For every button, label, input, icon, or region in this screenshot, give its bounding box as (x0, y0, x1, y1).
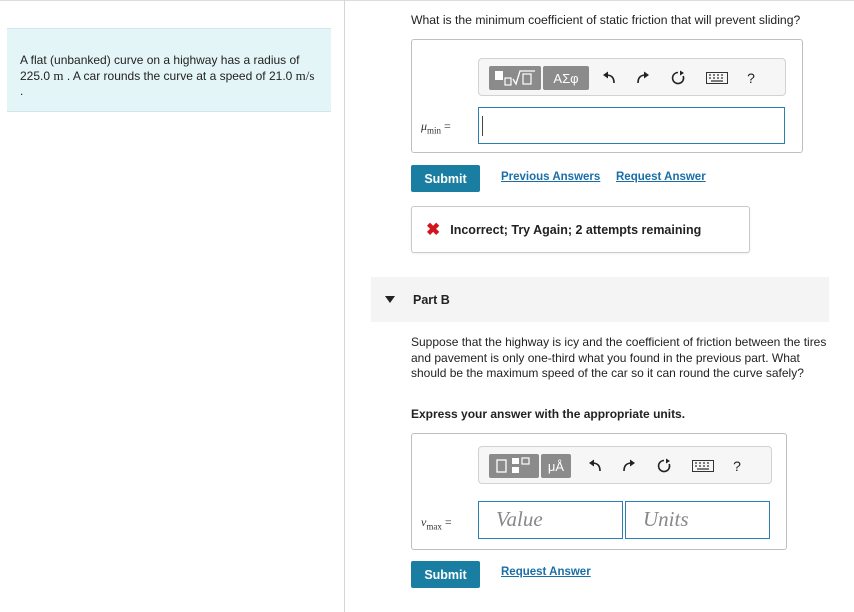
part-a-request-answer-link[interactable]: Request Answer (616, 171, 706, 183)
mu-min-input[interactable] (478, 107, 785, 144)
symbols-label: ΑΣφ (553, 70, 579, 86)
keyboard-icon[interactable] (705, 68, 729, 88)
part-a-submit-button[interactable]: Submit (411, 165, 480, 192)
part-a-math-toolbar (478, 58, 786, 96)
previous-answers-link[interactable]: Previous Answers (501, 171, 601, 183)
part-b-math-toolbar (478, 446, 772, 484)
units-button[interactable] (541, 454, 571, 478)
problem-statement (7, 28, 331, 112)
mu-subscript: min (427, 125, 442, 136)
speed-value: 21.0 (268, 69, 293, 83)
equals-sign-b: = (444, 515, 452, 529)
part-a-toolbar-buttons (489, 66, 589, 90)
speed-unit: m/s (295, 68, 315, 83)
part-b-toolbar-buttons (489, 454, 571, 478)
v-max-label (421, 515, 452, 531)
help-icon[interactable]: ? (747, 70, 755, 86)
problem-text-1: A flat (unbanked) curve on a highway has a radius of 225.0 (20, 53, 300, 83)
problem-text-2: . A car rounds the curve at a speed of (63, 69, 269, 83)
part-b-request-answer-link[interactable]: Request Answer (501, 566, 591, 578)
undo-icon-b[interactable] (585, 456, 605, 476)
incorrect-icon: ✖ (426, 220, 441, 239)
mu-min-label (421, 119, 451, 135)
part-b-instruction: Express your answer with the appropriate units. (411, 407, 686, 421)
problem-text-3: . (20, 84, 24, 98)
units-input[interactable]: Units (625, 501, 770, 539)
radius-unit: m (53, 68, 64, 83)
templates-button-b[interactable] (489, 454, 539, 478)
equals-sign: = (444, 119, 451, 133)
part-b-question: Suppose that the highway is icy and the coefficient of friction between the tires and pavement is only one-third what you found in the previous part. What should be the maximum speed of the car so it can round the curve safely? (411, 335, 827, 380)
feedback-message: Incorrect; Try Again; 2 attempts remaining (450, 222, 702, 237)
part-b-title: Part B (413, 293, 450, 307)
collapse-triangle-icon[interactable] (385, 296, 395, 303)
fraction-templates-icon (494, 457, 534, 475)
templates-button[interactable] (489, 66, 541, 90)
undo-icon[interactable] (599, 68, 619, 88)
units-label: μÅ (547, 458, 565, 474)
part-b-answer-panel (411, 433, 787, 550)
templates-icon (493, 69, 537, 87)
symbols-button[interactable] (543, 66, 589, 90)
redo-icon[interactable] (633, 68, 653, 88)
part-a-answer-panel (411, 39, 803, 153)
part-a-question: What is the minimum coefficient of static friction that will prevent sliding? (411, 13, 801, 27)
v-symbol: v (421, 515, 427, 529)
value-input[interactable]: Value (478, 501, 623, 539)
redo-icon-b[interactable] (619, 456, 639, 476)
keyboard-icon-b[interactable] (691, 456, 715, 476)
help-icon-b[interactable]: ? (733, 458, 741, 474)
text-caret (482, 116, 483, 136)
part-b-submit-button[interactable]: Submit (411, 561, 480, 588)
feedback-box (411, 206, 750, 253)
reset-icon[interactable] (668, 68, 688, 88)
v-subscript: max (426, 521, 442, 532)
column-divider (344, 0, 345, 612)
reset-icon-b[interactable] (654, 456, 674, 476)
mu-symbol: μ (421, 119, 428, 133)
top-divider (0, 0, 854, 1)
